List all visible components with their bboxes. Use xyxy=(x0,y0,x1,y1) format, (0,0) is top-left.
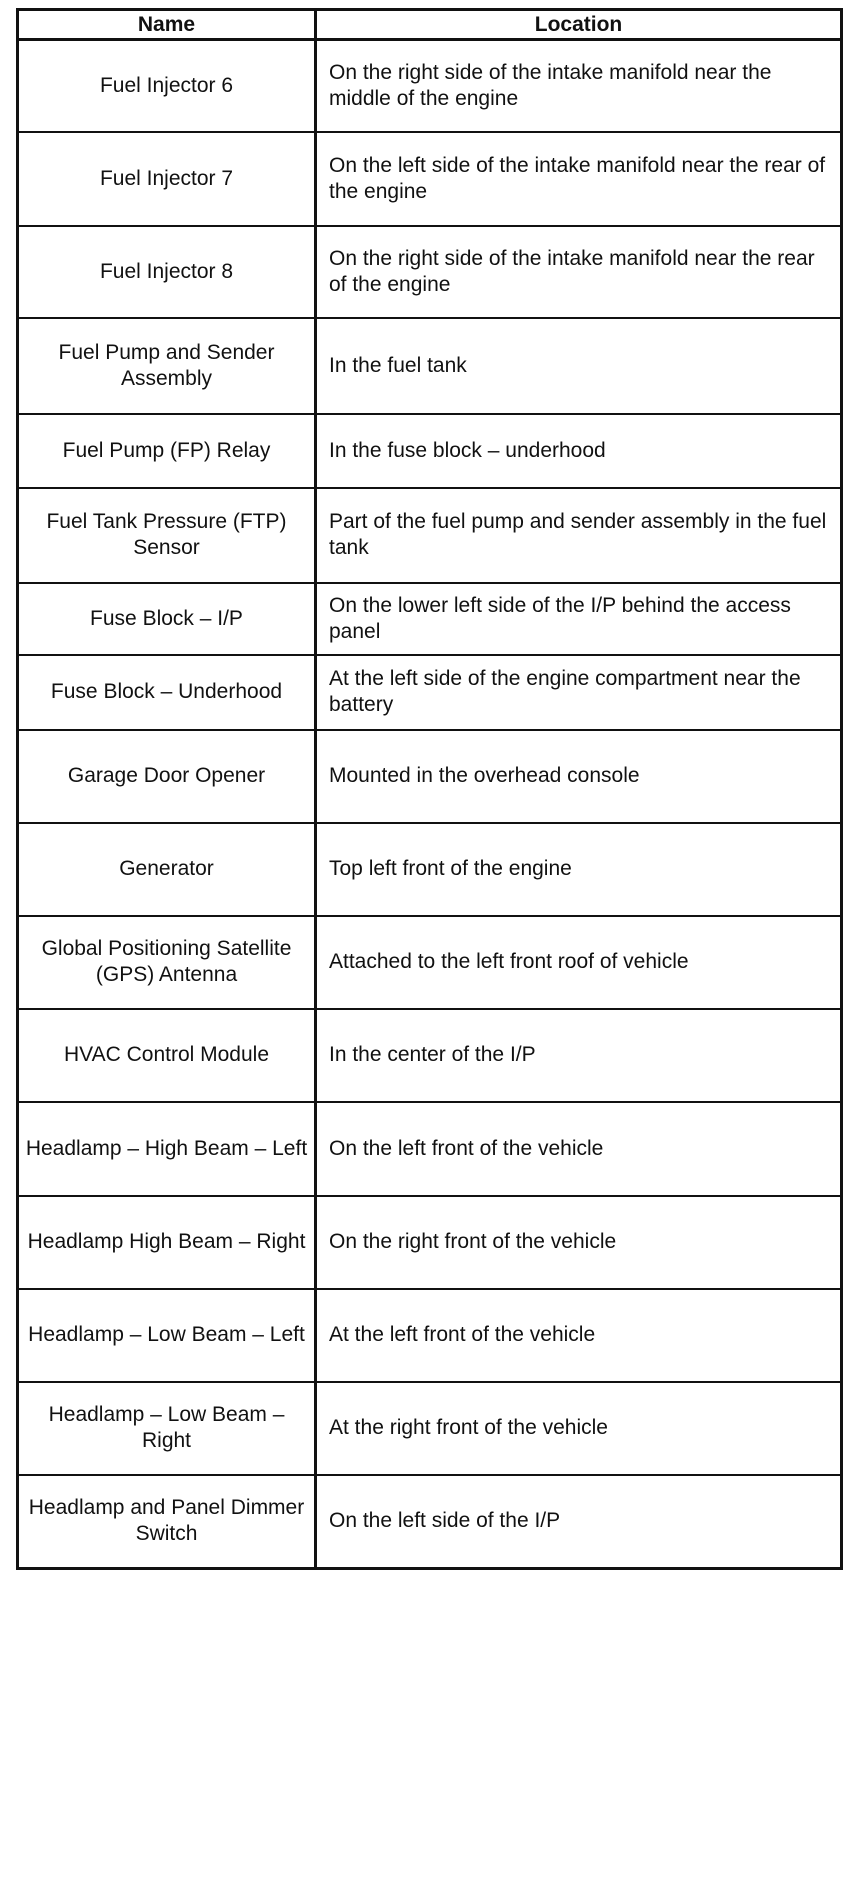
component-location: On the right side of the intake manifold near the middle of the engine xyxy=(316,40,842,132)
table-row xyxy=(18,1382,842,1475)
component-location: On the right side of the intake manifold near the rear of the engine xyxy=(316,226,842,318)
table-row xyxy=(18,226,842,318)
component-location: On the lower left side of the I/P behind the access panel xyxy=(316,583,842,655)
table-row xyxy=(18,1102,842,1196)
table-row xyxy=(18,1009,842,1102)
table-row xyxy=(18,488,842,583)
component-location: Part of the fuel pump and sender assembly in the fuel tank xyxy=(316,488,842,583)
component-name: Headlamp and Panel Dimmer Switch xyxy=(18,1475,316,1569)
component-name: Fuse Block – Underhood xyxy=(18,655,316,730)
column-header-name: Name xyxy=(18,10,316,40)
component-location: At the right front of the vehicle xyxy=(316,1382,842,1475)
component-location: Attached to the left front roof of vehicle xyxy=(316,916,842,1009)
table-row xyxy=(18,132,842,226)
component-name: HVAC Control Module xyxy=(18,1009,316,1102)
component-location: In the fuel tank xyxy=(316,318,842,414)
component-name: Garage Door Opener xyxy=(18,730,316,823)
component-location: At the left side of the engine compartment near the battery xyxy=(316,655,842,730)
component-location: On the left side of the I/P xyxy=(316,1475,842,1569)
component-name: Headlamp – Low Beam – Right xyxy=(18,1382,316,1475)
component-location: On the left front of the vehicle xyxy=(316,1102,842,1196)
component-name: Headlamp High Beam – Right xyxy=(18,1196,316,1289)
component-location: At the left front of the vehicle xyxy=(316,1289,842,1382)
table-row xyxy=(18,40,842,132)
component-location: Top left front of the engine xyxy=(316,823,842,916)
table-row xyxy=(18,916,842,1009)
component-name: Fuse Block – I/P xyxy=(18,583,316,655)
header-row xyxy=(18,10,842,40)
table-row xyxy=(18,823,842,916)
component-name: Fuel Pump (FP) Relay xyxy=(18,414,316,488)
component-name: Fuel Injector 6 xyxy=(18,40,316,132)
component-location-table xyxy=(16,8,843,1570)
component-name: Headlamp – Low Beam – Left xyxy=(18,1289,316,1382)
component-name: Fuel Tank Pressure (FTP) Sensor xyxy=(18,488,316,583)
table-row xyxy=(18,583,842,655)
component-name: Fuel Injector 7 xyxy=(18,132,316,226)
table-row xyxy=(18,318,842,414)
component-location: Mounted in the overhead console xyxy=(316,730,842,823)
component-name: Fuel Pump and Sender Assembly xyxy=(18,318,316,414)
component-name: Headlamp – High Beam – Left xyxy=(18,1102,316,1196)
table-row xyxy=(18,730,842,823)
column-header-location: Location xyxy=(316,10,842,40)
table-row xyxy=(18,655,842,730)
table-row xyxy=(18,1196,842,1289)
component-name: Fuel Injector 8 xyxy=(18,226,316,318)
table-row xyxy=(18,414,842,488)
component-name: Global Positioning Satellite (GPS) Antenna xyxy=(18,916,316,1009)
component-location: In the center of the I/P xyxy=(316,1009,842,1102)
component-location: On the right front of the vehicle xyxy=(316,1196,842,1289)
table-row xyxy=(18,1475,842,1569)
component-name: Generator xyxy=(18,823,316,916)
component-location: In the fuse block – underhood xyxy=(316,414,842,488)
component-location: On the left side of the intake manifold near the rear of the engine xyxy=(316,132,842,226)
table-row xyxy=(18,1289,842,1382)
